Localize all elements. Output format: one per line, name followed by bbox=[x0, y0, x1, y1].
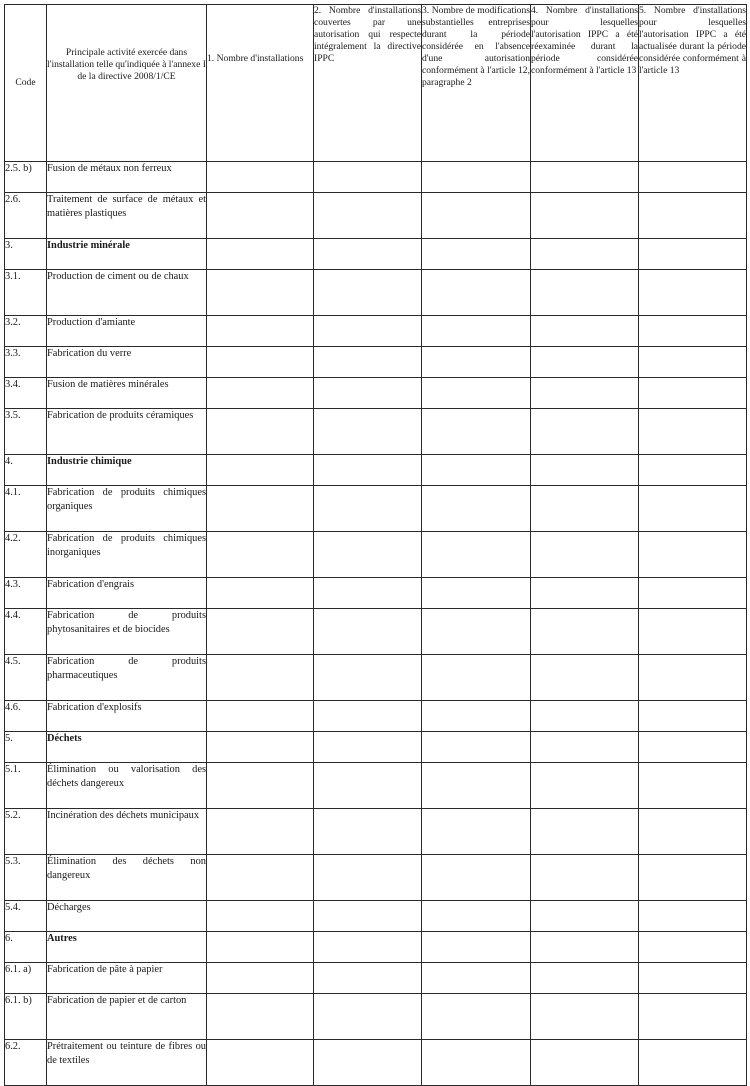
empty-cell-col-3[interactable] bbox=[422, 809, 531, 855]
empty-cell-col-5[interactable] bbox=[639, 963, 747, 994]
table-row bbox=[5, 763, 747, 809]
table-row bbox=[5, 532, 747, 578]
empty-cell-col-3[interactable] bbox=[422, 732, 531, 763]
empty-cell-col-3[interactable] bbox=[422, 1040, 531, 1086]
row-code: 2.5. b) bbox=[5, 162, 47, 193]
empty-cell-col-4[interactable] bbox=[531, 763, 639, 809]
empty-cell-col-1[interactable] bbox=[207, 701, 314, 732]
table-row bbox=[5, 239, 747, 270]
empty-cell-col-5[interactable] bbox=[639, 1040, 747, 1086]
table-row bbox=[5, 193, 747, 239]
table-row bbox=[5, 732, 747, 763]
empty-cell-col-2[interactable] bbox=[314, 901, 422, 932]
empty-cell-col-2[interactable] bbox=[314, 763, 422, 809]
table-row bbox=[5, 932, 747, 963]
empty-cell-col-4[interactable] bbox=[531, 316, 639, 347]
empty-cell-col-3[interactable] bbox=[422, 270, 531, 316]
empty-cell-col-4[interactable] bbox=[531, 855, 639, 901]
row-activity: Fabrication de produits céramiques bbox=[47, 409, 207, 455]
empty-cell-col-5[interactable] bbox=[639, 486, 747, 532]
empty-cell-col-3[interactable] bbox=[422, 239, 531, 270]
header-col-3: 3. Nombre de modifications substantielles entreprises durant la période considérée en l'absence d'une autorisation conformément à l'article 12, paragraphe 2 bbox=[422, 5, 531, 162]
row-activity: Fusion de métaux non ferreux bbox=[47, 162, 207, 193]
table-row bbox=[5, 378, 747, 409]
empty-cell-col-2[interactable] bbox=[314, 378, 422, 409]
empty-cell-col-5[interactable] bbox=[639, 162, 747, 193]
empty-cell-col-2[interactable] bbox=[314, 809, 422, 855]
row-code: 3.3. bbox=[5, 347, 47, 378]
empty-cell-col-5[interactable] bbox=[639, 994, 747, 1040]
row-code: 4.3. bbox=[5, 578, 47, 609]
empty-cell-col-4[interactable] bbox=[531, 532, 639, 578]
empty-cell-col-3[interactable] bbox=[422, 455, 531, 486]
empty-cell-col-1[interactable] bbox=[207, 963, 314, 994]
empty-cell-col-3[interactable] bbox=[422, 763, 531, 809]
table-row bbox=[5, 409, 747, 455]
empty-cell-col-3[interactable] bbox=[422, 347, 531, 378]
empty-cell-col-5[interactable] bbox=[639, 732, 747, 763]
header-code: Code bbox=[5, 5, 47, 162]
row-code: 3.1. bbox=[5, 270, 47, 316]
table-row bbox=[5, 1040, 747, 1086]
empty-cell-col-4[interactable] bbox=[531, 378, 639, 409]
empty-cell-col-1[interactable] bbox=[207, 609, 314, 655]
empty-cell-col-3[interactable] bbox=[422, 701, 531, 732]
row-activity: Fabrication d'explosifs bbox=[47, 701, 207, 732]
empty-cell-col-2[interactable] bbox=[314, 193, 422, 239]
empty-cell-col-2[interactable] bbox=[314, 347, 422, 378]
empty-cell-col-3[interactable] bbox=[422, 378, 531, 409]
empty-cell-col-1[interactable] bbox=[207, 378, 314, 409]
empty-cell-col-2[interactable] bbox=[314, 655, 422, 701]
row-section-heading: Industrie chimique bbox=[47, 455, 207, 486]
empty-cell-col-4[interactable] bbox=[531, 486, 639, 532]
empty-cell-col-4[interactable] bbox=[531, 701, 639, 732]
empty-cell-col-1[interactable] bbox=[207, 270, 314, 316]
row-code: 4.1. bbox=[5, 486, 47, 532]
row-activity: Fabrication de produits pharmaceutiques bbox=[47, 655, 207, 701]
header-col-2: 2. Nombre d'installations couvertes par une autorisation qui respecte intégralement la directive IPPC bbox=[314, 5, 422, 162]
table-body bbox=[5, 162, 747, 1086]
empty-cell-col-1[interactable] bbox=[207, 1040, 314, 1086]
table-row bbox=[5, 316, 747, 347]
row-section-heading: Industrie minérale bbox=[47, 239, 207, 270]
row-activity: Fabrication du verre bbox=[47, 347, 207, 378]
table-row bbox=[5, 855, 747, 901]
row-activity: Fusion de matières minérales bbox=[47, 378, 207, 409]
row-activity: Fabrication de papier et de carton bbox=[47, 994, 207, 1040]
empty-cell-col-5[interactable] bbox=[639, 316, 747, 347]
empty-cell-col-5[interactable] bbox=[639, 578, 747, 609]
row-code: 4.5. bbox=[5, 655, 47, 701]
empty-cell-col-1[interactable] bbox=[207, 532, 314, 578]
table-row bbox=[5, 701, 747, 732]
row-code: 3. bbox=[5, 239, 47, 270]
empty-cell-col-5[interactable] bbox=[639, 655, 747, 701]
empty-cell-col-4[interactable] bbox=[531, 409, 639, 455]
empty-cell-col-4[interactable] bbox=[531, 455, 639, 486]
empty-cell-col-5[interactable] bbox=[639, 701, 747, 732]
empty-cell-col-1[interactable] bbox=[207, 239, 314, 270]
row-code: 6.1. a) bbox=[5, 963, 47, 994]
header-col-4: 4. Nombre d'installations pour lesquelles l'autorisation IPPC a été réexaminée durant la période considérée conformément à l'article 13 bbox=[531, 5, 639, 162]
row-activity: Fabrication de produits chimiques inorganiques bbox=[47, 532, 207, 578]
empty-cell-col-3[interactable] bbox=[422, 409, 531, 455]
empty-cell-col-4[interactable] bbox=[531, 1040, 639, 1086]
empty-cell-col-2[interactable] bbox=[314, 732, 422, 763]
empty-cell-col-2[interactable] bbox=[314, 532, 422, 578]
empty-cell-col-1[interactable] bbox=[207, 901, 314, 932]
table-row bbox=[5, 963, 747, 994]
empty-cell-col-3[interactable] bbox=[422, 578, 531, 609]
row-code: 4.4. bbox=[5, 609, 47, 655]
empty-cell-col-3[interactable] bbox=[422, 316, 531, 347]
table-row bbox=[5, 347, 747, 378]
empty-cell-col-2[interactable] bbox=[314, 239, 422, 270]
empty-cell-col-1[interactable] bbox=[207, 655, 314, 701]
row-activity: Fabrication de produits chimiques organiques bbox=[47, 486, 207, 532]
empty-cell-col-2[interactable] bbox=[314, 578, 422, 609]
row-code: 3.4. bbox=[5, 378, 47, 409]
header-row bbox=[5, 5, 747, 162]
row-activity: Production d'amiante bbox=[47, 316, 207, 347]
empty-cell-col-3[interactable] bbox=[422, 932, 531, 963]
empty-cell-col-1[interactable] bbox=[207, 578, 314, 609]
header-col-5: 5. Nombre d'installations pour lesquelles l'autorisation IPPC a été actualisée durant la période considérée conformément à l'article 13 bbox=[639, 5, 747, 162]
empty-cell-col-4[interactable] bbox=[531, 963, 639, 994]
empty-cell-col-5[interactable] bbox=[639, 409, 747, 455]
empty-cell-col-3[interactable] bbox=[422, 609, 531, 655]
row-activity: Élimination ou valorisation des déchets dangereux bbox=[47, 763, 207, 809]
table-row bbox=[5, 655, 747, 701]
table-row bbox=[5, 809, 747, 855]
row-section-heading: Déchets bbox=[47, 732, 207, 763]
empty-cell-col-1[interactable] bbox=[207, 932, 314, 963]
empty-cell-col-4[interactable] bbox=[531, 347, 639, 378]
row-code: 3.5. bbox=[5, 409, 47, 455]
empty-cell-col-5[interactable] bbox=[639, 932, 747, 963]
empty-cell-col-3[interactable] bbox=[422, 193, 531, 239]
row-code: 6.2. bbox=[5, 1040, 47, 1086]
row-code: 5.1. bbox=[5, 763, 47, 809]
row-section-heading: Autres bbox=[47, 932, 207, 963]
table-row bbox=[5, 162, 747, 193]
empty-cell-col-3[interactable] bbox=[422, 963, 531, 994]
empty-cell-col-5[interactable] bbox=[639, 532, 747, 578]
empty-cell-col-1[interactable] bbox=[207, 855, 314, 901]
row-activity: Fabrication de pâte à papier bbox=[47, 963, 207, 994]
empty-cell-col-2[interactable] bbox=[314, 316, 422, 347]
empty-cell-col-3[interactable] bbox=[422, 532, 531, 578]
empty-cell-col-5[interactable] bbox=[639, 455, 747, 486]
empty-cell-col-2[interactable] bbox=[314, 455, 422, 486]
empty-cell-col-3[interactable] bbox=[422, 901, 531, 932]
empty-cell-col-1[interactable] bbox=[207, 316, 314, 347]
row-activity: Fabrication d'engrais bbox=[47, 578, 207, 609]
table-row bbox=[5, 578, 747, 609]
row-code: 3.2. bbox=[5, 316, 47, 347]
empty-cell-col-2[interactable] bbox=[314, 701, 422, 732]
empty-cell-col-1[interactable] bbox=[207, 763, 314, 809]
empty-cell-col-3[interactable] bbox=[422, 855, 531, 901]
empty-cell-col-1[interactable] bbox=[207, 193, 314, 239]
row-code: 5. bbox=[5, 732, 47, 763]
table-row bbox=[5, 609, 747, 655]
row-activity: Prétraitement ou teinture de fibres ou de textiles bbox=[47, 1040, 207, 1086]
empty-cell-col-4[interactable] bbox=[531, 655, 639, 701]
header-col-1: 1. Nombre d'installations bbox=[207, 5, 314, 162]
empty-cell-col-4[interactable] bbox=[531, 901, 639, 932]
empty-cell-col-1[interactable] bbox=[207, 994, 314, 1040]
empty-cell-col-4[interactable] bbox=[531, 578, 639, 609]
empty-cell-col-4[interactable] bbox=[531, 193, 639, 239]
empty-cell-col-5[interactable] bbox=[639, 193, 747, 239]
row-activity: Production de ciment ou de chaux bbox=[47, 270, 207, 316]
table-row bbox=[5, 901, 747, 932]
table-row bbox=[5, 455, 747, 486]
row-code: 6.1. b) bbox=[5, 994, 47, 1040]
empty-cell-col-3[interactable] bbox=[422, 994, 531, 1040]
table-row bbox=[5, 486, 747, 532]
table-row bbox=[5, 994, 747, 1040]
empty-cell-col-5[interactable] bbox=[639, 901, 747, 932]
empty-cell-col-2[interactable] bbox=[314, 409, 422, 455]
empty-cell-col-5[interactable] bbox=[639, 763, 747, 809]
empty-cell-col-1[interactable] bbox=[207, 162, 314, 193]
row-code: 4.6. bbox=[5, 701, 47, 732]
empty-cell-col-5[interactable] bbox=[639, 239, 747, 270]
empty-cell-col-2[interactable] bbox=[314, 932, 422, 963]
empty-cell-col-1[interactable] bbox=[207, 732, 314, 763]
empty-cell-col-4[interactable] bbox=[531, 809, 639, 855]
row-code: 2.6. bbox=[5, 193, 47, 239]
empty-cell-col-5[interactable] bbox=[639, 855, 747, 901]
table-row bbox=[5, 270, 747, 316]
empty-cell-col-1[interactable] bbox=[207, 486, 314, 532]
empty-cell-col-3[interactable] bbox=[422, 162, 531, 193]
empty-cell-col-2[interactable] bbox=[314, 270, 422, 316]
row-code: 5.2. bbox=[5, 809, 47, 855]
empty-cell-col-4[interactable] bbox=[531, 732, 639, 763]
row-activity: Traitement de surface de métaux et matières plastiques bbox=[47, 193, 207, 239]
row-activity: Fabrication de produits phytosanitaires et de biocides bbox=[47, 609, 207, 655]
row-code: 6. bbox=[5, 932, 47, 963]
empty-cell-col-5[interactable] bbox=[639, 809, 747, 855]
empty-cell-col-1[interactable] bbox=[207, 347, 314, 378]
empty-cell-col-2[interactable] bbox=[314, 1040, 422, 1086]
empty-cell-col-3[interactable] bbox=[422, 486, 531, 532]
empty-cell-col-4[interactable] bbox=[531, 609, 639, 655]
empty-cell-col-2[interactable] bbox=[314, 486, 422, 532]
row-code: 5.4. bbox=[5, 901, 47, 932]
empty-cell-col-2[interactable] bbox=[314, 855, 422, 901]
row-activity: Élimination des déchets non dangereux bbox=[47, 855, 207, 901]
empty-cell-col-1[interactable] bbox=[207, 409, 314, 455]
row-code: 5.3. bbox=[5, 855, 47, 901]
empty-cell-col-5[interactable] bbox=[639, 609, 747, 655]
empty-cell-col-2[interactable] bbox=[314, 963, 422, 994]
empty-cell-col-5[interactable] bbox=[639, 378, 747, 409]
empty-cell-col-3[interactable] bbox=[422, 655, 531, 701]
empty-cell-col-4[interactable] bbox=[531, 162, 639, 193]
empty-cell-col-2[interactable] bbox=[314, 162, 422, 193]
empty-cell-col-4[interactable] bbox=[531, 270, 639, 316]
empty-cell-col-1[interactable] bbox=[207, 809, 314, 855]
header-activity: Principale activité exercée dans l'installation telle qu'indiquée à l'annexe I de la directive 2008/1/CE bbox=[47, 5, 207, 162]
empty-cell-col-1[interactable] bbox=[207, 455, 314, 486]
empty-cell-col-4[interactable] bbox=[531, 994, 639, 1040]
row-activity: Décharges bbox=[47, 901, 207, 932]
ippc-report-table bbox=[4, 4, 747, 1086]
empty-cell-col-4[interactable] bbox=[531, 932, 639, 963]
row-activity: Incinération des déchets municipaux bbox=[47, 809, 207, 855]
empty-cell-col-4[interactable] bbox=[531, 239, 639, 270]
empty-cell-col-5[interactable] bbox=[639, 347, 747, 378]
row-code: 4. bbox=[5, 455, 47, 486]
empty-cell-col-5[interactable] bbox=[639, 270, 747, 316]
empty-cell-col-2[interactable] bbox=[314, 994, 422, 1040]
row-code: 4.2. bbox=[5, 532, 47, 578]
empty-cell-col-2[interactable] bbox=[314, 609, 422, 655]
